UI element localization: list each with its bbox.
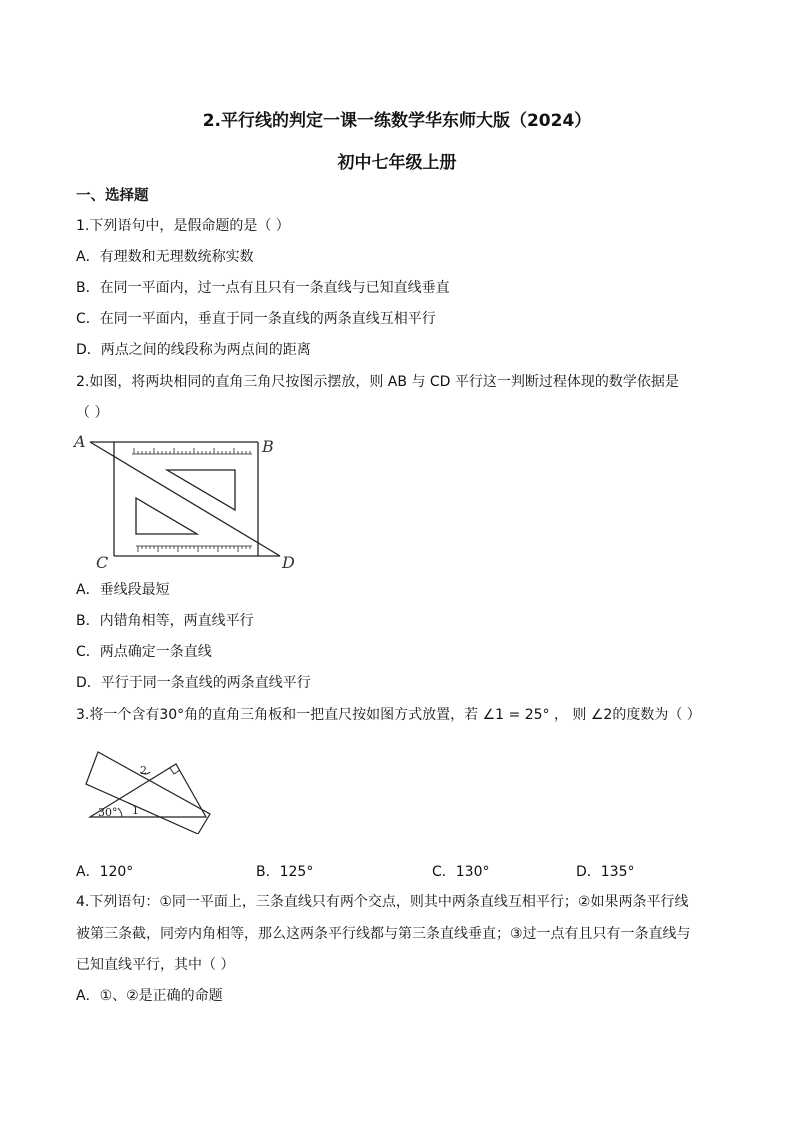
- q2-option-c: C．两点确定一条直线: [76, 644, 212, 660]
- q4-stem-line3: 已知直线平行，其中（ ）: [76, 957, 235, 973]
- page-title: 2.平行线的判定一课一练数学华东师大版（2024）: [202, 111, 592, 131]
- page-subtitle: 初中七年级上册: [337, 153, 457, 173]
- q2-option-d: D．平行于同一条直线的两条直线平行: [76, 675, 311, 691]
- inner-triangle-upper: [167, 470, 235, 510]
- q3-ruler-triangle-figure: [80, 742, 220, 834]
- q4-stem-line1: 4.下列语句：①同一平面上，三条直线只有两个交点，则其中两条直线互相平行；②如果两条平行线: [76, 894, 689, 910]
- label-c: C: [96, 553, 109, 572]
- ruler: [86, 752, 210, 834]
- q3-option-d: D．135°: [576, 864, 635, 880]
- bottom-ruler-ticks: [138, 546, 250, 552]
- q1-option-a: A．有理数和无理数统称实数: [76, 249, 254, 265]
- angle-30-arc: [118, 808, 122, 817]
- inner-triangle-lower: [136, 498, 197, 534]
- q1-option-b: B．在同一平面内，过一点有且只有一条直线与已知直线垂直: [76, 280, 450, 296]
- label-b: B: [262, 437, 274, 456]
- hypotenuse-ad: [90, 442, 280, 556]
- q2-option-a: A．垂线段最短: [76, 582, 170, 598]
- q3-option-b: B．125°: [256, 864, 314, 880]
- q2-stem-line2: （ ）: [76, 405, 109, 421]
- q2-triangle-rulers-figure: [72, 430, 304, 572]
- section-heading-choice: 一、选择题: [76, 188, 149, 204]
- label-angle-1: 1: [132, 804, 139, 817]
- q1-option-d: D．两点之间的线段称为两点间的距离: [76, 342, 311, 358]
- q3-option-a: A．120°: [76, 864, 134, 880]
- q3-option-c: C．130°: [432, 864, 490, 880]
- q2-stem-line1: 2.如图，将两块相同的直角三角尺按图示摆放，则 AB 与 CD 平行这一判断过程体现的数学依据是: [76, 374, 679, 390]
- q3-stem: 3.将一个含有30°角的直角三角板和一把直尺按如图方式放置，若 ∠1 = 25° ， 则 ∠2的度数为（ ）: [76, 707, 701, 723]
- q1-option-c: C．在同一平面内，垂直于同一条直线的两条直线互相平行: [76, 311, 436, 327]
- label-angle-30: 30°: [98, 806, 118, 819]
- q1-stem: 1.下列语句中，是假命题的是（ ）: [76, 218, 290, 234]
- q4-stem-line2: 被第三条截，同旁内角相等，那么这两条平行线都与第三条直线垂直；③过一点有且只有一条直线与: [76, 926, 691, 942]
- label-d: D: [282, 553, 295, 572]
- q4-option-a: A．①、②是正确的命题: [76, 988, 223, 1004]
- top-ruler-ticks: [134, 448, 250, 454]
- label-a: A: [74, 432, 86, 451]
- label-angle-2: 2: [140, 764, 147, 777]
- q2-option-b: B．内错角相等，两直线平行: [76, 613, 254, 629]
